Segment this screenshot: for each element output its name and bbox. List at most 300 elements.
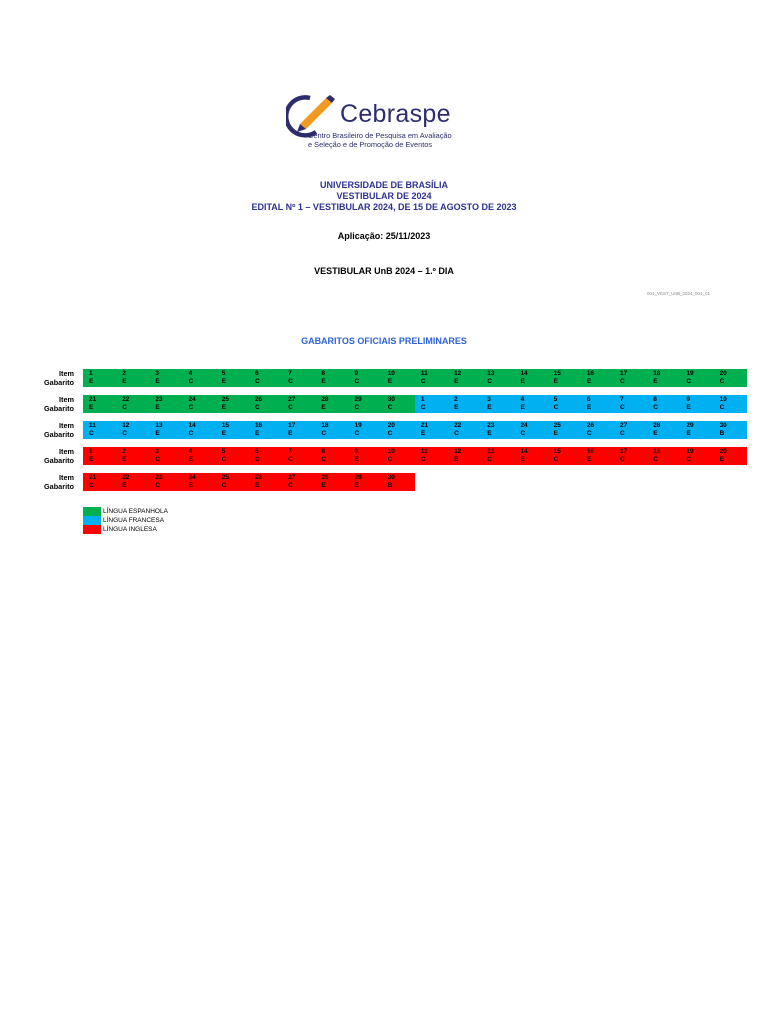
answer-cell <box>647 395 680 413</box>
answer-cell <box>116 473 149 491</box>
answer-cell <box>183 473 216 491</box>
answer-value: C <box>420 404 426 411</box>
answer-cell <box>249 369 282 387</box>
answer-value: C <box>122 404 127 411</box>
answer-value: C <box>454 430 459 437</box>
answer-value: E <box>586 378 592 385</box>
item-number: 2 <box>122 447 126 455</box>
header-vestibular: VESTIBULAR DE 2024 <box>336 191 432 201</box>
answer-value: E <box>89 404 94 411</box>
item-number: 25 <box>553 421 561 429</box>
answer-cell <box>149 473 182 491</box>
answer-value: E <box>89 378 94 385</box>
item-number: 23 <box>155 473 163 481</box>
row-labels <box>30 421 74 439</box>
answer-cell <box>647 447 680 465</box>
answer-value: C <box>487 378 492 385</box>
answer-value: C <box>288 482 293 489</box>
answer-value: E <box>155 404 160 411</box>
answer-cell <box>614 421 647 439</box>
item-number: 19 <box>686 369 694 377</box>
answer-cell <box>149 447 182 465</box>
item-number: 15 <box>553 447 561 455</box>
answer-cell <box>548 421 581 439</box>
answer-value: E <box>122 482 127 489</box>
answer-cell <box>349 395 382 413</box>
gabarito-label: Gabarito <box>43 456 74 465</box>
answer-cell <box>714 421 747 439</box>
answer-value: C <box>321 430 327 437</box>
legend-label: LÍNGUA INGLESA <box>103 526 157 533</box>
item-number: 15 <box>221 421 229 429</box>
item-number: 18 <box>321 421 329 429</box>
item-number: 30 <box>387 473 395 481</box>
answer-cell <box>514 369 547 387</box>
item-label: Item <box>58 395 74 404</box>
answer-cell <box>514 395 547 413</box>
answer-cell <box>614 369 647 387</box>
answer-value: B <box>719 430 725 437</box>
item-number: 28 <box>321 395 329 403</box>
answer-cell <box>116 395 149 413</box>
item-number: 16 <box>586 447 595 455</box>
item-number: 12 <box>454 447 462 455</box>
answer-value: C <box>420 378 426 385</box>
item-number: 1 <box>89 447 93 455</box>
answer-value: C <box>254 378 260 385</box>
item-number: 12 <box>454 369 462 377</box>
logo-subtitle-line2: e Seleção e de Promoção de Eventos <box>308 140 433 149</box>
answer-cell <box>216 395 249 413</box>
answer-cell <box>382 369 415 387</box>
answer-value: E <box>354 482 359 489</box>
answer-cell <box>282 395 315 413</box>
item-number: 10 <box>719 395 727 403</box>
answer-row <box>83 447 747 465</box>
item-label: Item <box>58 447 74 456</box>
item-number: 30 <box>387 395 395 403</box>
document-code: 001_VEST_UnB_2024_001_01 <box>646 291 710 296</box>
item-number: 5 <box>221 447 226 455</box>
section-title: GABARITOS OFICIAIS PRELIMINARES <box>301 336 467 346</box>
answer-value: E <box>653 430 658 437</box>
answer-value: E <box>520 456 525 463</box>
row-labels <box>30 395 74 413</box>
item-number: 22 <box>122 395 130 403</box>
answer-value: C <box>620 456 625 463</box>
cebraspe-logo <box>286 94 486 154</box>
item-number: 10 <box>387 447 395 455</box>
answer-value: C <box>354 430 360 437</box>
answer-cell <box>249 473 282 491</box>
answer-value: E <box>420 430 426 437</box>
answer-value: E <box>487 404 492 411</box>
answer-cell <box>116 369 149 387</box>
item-number: 16 <box>586 369 595 377</box>
item-number: 19 <box>686 447 694 455</box>
answer-value: E <box>122 456 127 463</box>
item-number: 8 <box>653 395 657 403</box>
answer-cell <box>282 447 315 465</box>
answer-cell <box>382 395 415 413</box>
answer-value: C <box>686 378 692 385</box>
answer-cell <box>680 421 713 439</box>
answer-value: C <box>354 404 360 411</box>
answer-cell <box>349 473 382 491</box>
answer-value: E <box>188 482 193 489</box>
answer-row <box>83 369 747 387</box>
answer-cell <box>349 369 382 387</box>
answer-value: E <box>487 430 492 437</box>
answer-value: E <box>520 404 525 411</box>
answer-value: E <box>354 456 359 463</box>
item-number: 25 <box>221 395 229 403</box>
answer-value: C <box>89 430 94 437</box>
answer-value: C <box>354 378 360 385</box>
answer-cell <box>581 369 614 387</box>
answer-cell <box>116 447 149 465</box>
answer-cell <box>481 395 514 413</box>
answer-cell <box>614 395 647 413</box>
answer-value: C <box>553 404 559 411</box>
item-number: 26 <box>586 421 595 429</box>
item-number: 13 <box>487 447 495 455</box>
item-number: 9 <box>354 369 359 377</box>
item-number: 6 <box>254 369 259 377</box>
item-number: 15 <box>553 369 561 377</box>
item-number: 28 <box>653 421 661 429</box>
answer-value: B <box>387 482 393 489</box>
item-number: 18 <box>653 369 661 377</box>
answer-cell <box>315 447 348 465</box>
row-labels <box>30 447 74 465</box>
item-number: 2 <box>454 395 458 403</box>
answer-value: C <box>288 404 293 411</box>
gabarito-label: Gabarito <box>43 378 74 387</box>
header-university: UNIVERSIDADE DE BRASÍLIA <box>319 180 448 190</box>
answer-value: E <box>653 378 658 385</box>
answer-cell <box>315 421 348 439</box>
answer-value: E <box>155 378 160 385</box>
item-number: 5 <box>553 395 558 403</box>
answer-cell <box>514 421 547 439</box>
item-number: 14 <box>188 421 196 429</box>
answer-row <box>83 421 747 439</box>
answer-cell <box>382 421 415 439</box>
answer-value: C <box>221 456 227 463</box>
gabarito-label: Gabarito <box>43 430 74 439</box>
answer-value: C <box>553 456 559 463</box>
item-number: 4 <box>520 395 525 403</box>
answer-cell <box>216 447 249 465</box>
answer-value: C <box>188 430 194 437</box>
answer-value: E <box>586 456 592 463</box>
item-number: 13 <box>155 421 163 429</box>
item-number: 27 <box>288 395 296 403</box>
item-number: 29 <box>354 473 362 481</box>
item-number: 12 <box>122 421 130 429</box>
answer-value: E <box>155 430 160 437</box>
gabarito-label: Gabarito <box>43 482 74 491</box>
answer-value: E <box>686 430 691 437</box>
item-label: Item <box>58 369 74 378</box>
item-number: 22 <box>454 421 462 429</box>
answer-value: C <box>221 482 227 489</box>
item-number: 16 <box>254 421 263 429</box>
answer-cell <box>183 421 216 439</box>
item-number: 7 <box>288 447 292 455</box>
exam-title: VESTIBULAR UnB 2024 – 1.º DIA <box>314 266 454 276</box>
item-number: 18 <box>653 447 661 455</box>
answer-cell <box>714 447 747 465</box>
answer-value: E <box>321 378 326 385</box>
answer-value: E <box>586 404 592 411</box>
item-number: 29 <box>686 421 694 429</box>
item-number: 23 <box>155 395 163 403</box>
answer-value: C <box>288 378 293 385</box>
item-number: 3 <box>155 369 159 377</box>
answer-value: C <box>387 404 393 411</box>
answer-cell <box>315 395 348 413</box>
answer-cell <box>647 421 680 439</box>
answer-cell <box>415 395 448 413</box>
answer-value: E <box>122 378 127 385</box>
answer-cell <box>481 369 514 387</box>
item-number: 21 <box>89 395 97 403</box>
item-number: 27 <box>288 473 296 481</box>
answer-value: C <box>254 456 260 463</box>
answer-cell <box>149 369 182 387</box>
answer-value: E <box>321 482 326 489</box>
answer-value: C <box>620 378 625 385</box>
logo-subtitle <box>308 131 452 149</box>
answer-cell <box>382 447 415 465</box>
answer-cell <box>183 447 216 465</box>
item-number: 7 <box>288 369 292 377</box>
legend-label: LÍNGUA ESPANHOLA <box>103 508 168 515</box>
answer-cell <box>680 447 713 465</box>
answer-cell <box>282 473 315 491</box>
answer-value: C <box>155 482 161 489</box>
item-label: Item <box>58 421 74 430</box>
item-number: 6 <box>586 395 591 403</box>
answer-value: C <box>686 456 692 463</box>
answer-value: C <box>89 482 94 489</box>
item-number: 4 <box>188 447 193 455</box>
answer-value: C <box>254 404 260 411</box>
answer-value: C <box>188 378 194 385</box>
logo-name: Cebraspe <box>340 100 451 128</box>
answer-cell <box>83 447 116 465</box>
answer-value: E <box>288 430 293 437</box>
item-number: 13 <box>487 369 495 377</box>
item-number: 23 <box>487 421 495 429</box>
item-number: 20 <box>719 447 727 455</box>
answer-value: C <box>420 456 426 463</box>
item-number: 22 <box>122 473 130 481</box>
item-number: 20 <box>387 421 395 429</box>
item-number: 1 <box>420 395 425 403</box>
answer-value: C <box>487 456 492 463</box>
answer-value: E <box>221 404 227 411</box>
answer-value: E <box>387 378 393 385</box>
answer-value: E <box>188 456 193 463</box>
answer-value: C <box>653 404 658 411</box>
answer-cell <box>249 395 282 413</box>
item-number: 7 <box>620 395 624 403</box>
item-number: 26 <box>254 473 263 481</box>
legend-item-francesa <box>83 516 168 525</box>
answer-cell <box>249 447 282 465</box>
answer-row <box>83 395 747 413</box>
item-number: 24 <box>188 395 196 403</box>
answer-row <box>83 473 415 491</box>
item-number: 17 <box>288 421 296 429</box>
answer-value: E <box>221 378 227 385</box>
legend-swatch <box>83 516 101 525</box>
answer-cell <box>315 473 348 491</box>
answer-value: C <box>620 404 625 411</box>
answer-cell <box>514 447 547 465</box>
answer-value: E <box>221 430 227 437</box>
answer-value: E <box>321 404 326 411</box>
answer-cell <box>83 369 116 387</box>
item-number: 30 <box>719 421 727 429</box>
item-number: 2 <box>122 369 126 377</box>
item-number: 26 <box>254 395 263 403</box>
answer-cell <box>548 395 581 413</box>
answer-cell <box>680 369 713 387</box>
item-number: 24 <box>520 421 528 429</box>
legend-item-inglesa <box>83 525 168 534</box>
answer-cell <box>83 421 116 439</box>
row-labels <box>30 473 74 491</box>
answer-value: C <box>188 404 194 411</box>
answer-value: E <box>553 430 558 437</box>
answer-cell <box>415 447 448 465</box>
item-number: 21 <box>420 421 429 429</box>
answer-value: C <box>719 404 725 411</box>
answer-cell <box>481 447 514 465</box>
answer-value: C <box>155 456 161 463</box>
answer-cell <box>680 395 713 413</box>
answer-value: C <box>387 456 393 463</box>
answer-cell <box>349 421 382 439</box>
legend-swatch <box>83 507 101 516</box>
item-number: 28 <box>321 473 329 481</box>
answer-cell <box>415 369 448 387</box>
item-number: 19 <box>354 421 362 429</box>
answer-value: E <box>686 404 691 411</box>
answer-value: E <box>454 378 459 385</box>
answer-value: C <box>122 430 127 437</box>
answer-cell <box>647 369 680 387</box>
answer-cell <box>183 369 216 387</box>
answer-cell <box>183 395 216 413</box>
row-labels <box>30 369 74 387</box>
answer-value: C <box>321 456 327 463</box>
legend-swatch <box>83 525 101 534</box>
item-number: 1 <box>89 369 93 377</box>
item-number: 11 <box>420 447 428 455</box>
item-number: 17 <box>620 447 628 455</box>
item-number: 8 <box>321 369 325 377</box>
answer-cell <box>714 369 747 387</box>
answer-value: C <box>288 456 293 463</box>
answer-cell <box>282 369 315 387</box>
answer-value: E <box>719 456 724 463</box>
item-number: 14 <box>520 369 528 377</box>
application-date: Aplicação: 25/11/2023 <box>337 231 431 241</box>
item-number: 8 <box>321 447 325 455</box>
header-edital: EDITAL Nº 1 – VESTIBULAR 2024, DE 15 DE AGOSTO DE 2023 <box>251 202 517 212</box>
answer-cell <box>149 395 182 413</box>
legend-item-espanhola <box>83 507 168 516</box>
item-number: 3 <box>487 395 491 403</box>
item-number: 9 <box>686 395 690 403</box>
answer-cell <box>83 473 116 491</box>
answer-value: C <box>620 430 625 437</box>
answer-cell <box>315 369 348 387</box>
answer-value: C <box>387 430 393 437</box>
answer-value: E <box>520 378 525 385</box>
answer-value: E <box>454 404 459 411</box>
gabarito-label: Gabarito <box>43 404 74 413</box>
legend-label: LÍNGUA FRANCESA <box>103 517 165 524</box>
item-number: 17 <box>620 369 628 377</box>
answer-cell <box>448 421 481 439</box>
answer-cell <box>149 421 182 439</box>
item-number: 27 <box>620 421 628 429</box>
item-number: 3 <box>155 447 159 455</box>
item-number: 29 <box>354 395 362 403</box>
item-label: Item <box>58 473 74 482</box>
answer-cell <box>249 421 282 439</box>
answer-cell <box>448 395 481 413</box>
answer-value: E <box>553 378 558 385</box>
item-number: 14 <box>520 447 528 455</box>
answer-cell <box>216 369 249 387</box>
item-number: 24 <box>188 473 196 481</box>
item-number: 25 <box>221 473 229 481</box>
item-number: 10 <box>387 369 395 377</box>
answer-cell <box>548 447 581 465</box>
answer-value: E <box>254 482 260 489</box>
answer-cell <box>481 421 514 439</box>
item-number: 9 <box>354 447 359 455</box>
answer-cell <box>548 369 581 387</box>
answer-cell <box>581 447 614 465</box>
item-number: 11 <box>89 421 96 429</box>
answer-cell <box>116 421 149 439</box>
answer-cell <box>581 421 614 439</box>
item-number: 20 <box>719 369 727 377</box>
item-number: 6 <box>254 447 259 455</box>
answer-cell <box>216 421 249 439</box>
legend <box>83 507 168 534</box>
answer-value: C <box>653 456 658 463</box>
answer-value: E <box>254 430 260 437</box>
answer-cell <box>415 421 448 439</box>
answer-cell <box>581 395 614 413</box>
answer-value: C <box>719 378 725 385</box>
answer-cell <box>83 395 116 413</box>
answer-cell <box>349 447 382 465</box>
answer-cell <box>216 473 249 491</box>
logo-subtitle-line1: Centro Brasileiro de Pesquisa em Avaliação <box>308 131 452 140</box>
answer-cell <box>382 473 415 491</box>
answer-value: C <box>520 430 526 437</box>
